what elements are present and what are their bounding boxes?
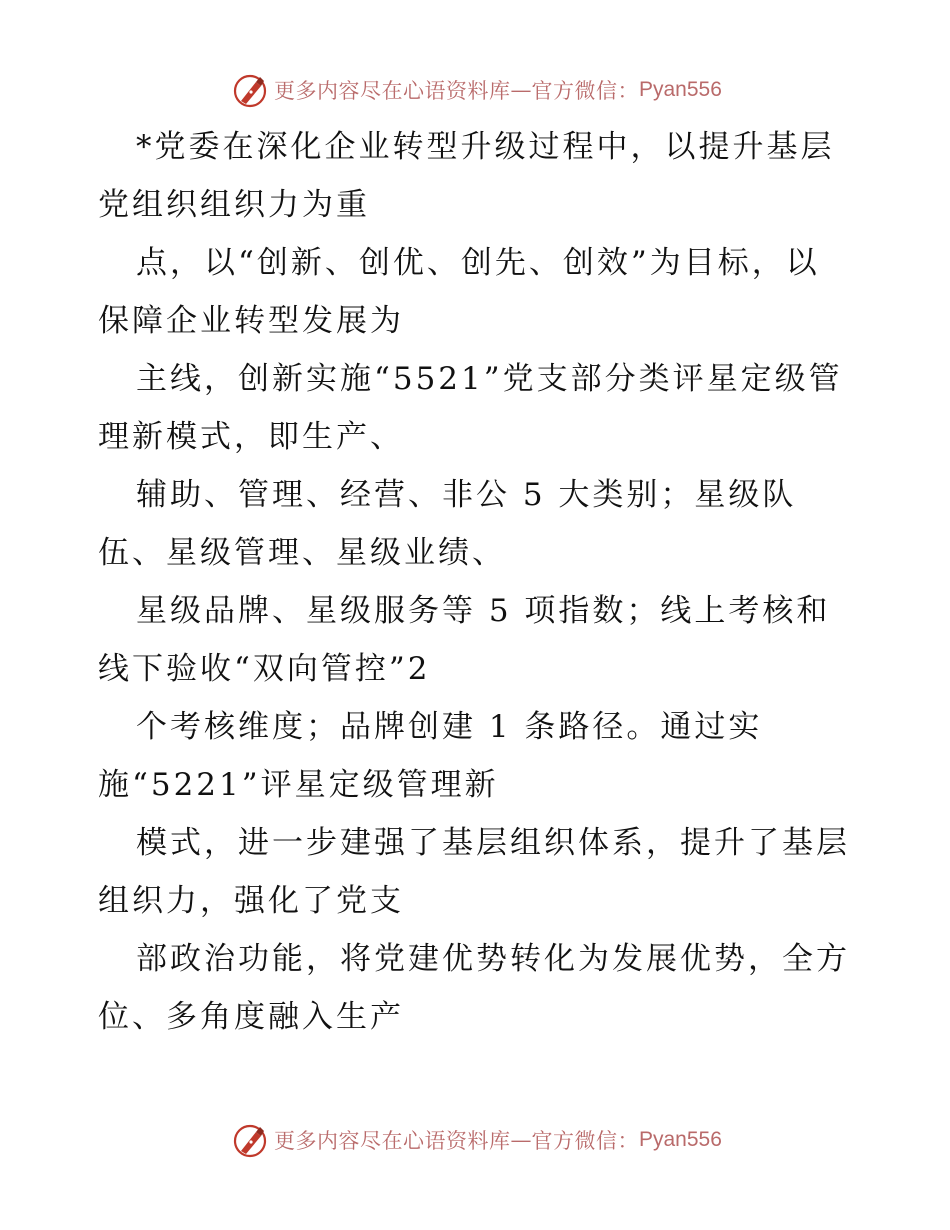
header-wechat-id: Pyan556 <box>639 78 722 101</box>
text-line: 辅助、管理、经营、非公 5 大类别；星级队 <box>136 477 797 513</box>
text-line: 星级品牌、星级服务等 5 项指数；线上考核和 <box>136 593 831 629</box>
text-line: 理新模式，即生产、 <box>98 419 404 455</box>
footer-site-text: 更多内容尽在心语资料库 <box>274 1129 511 1153</box>
footer-banner <box>230 1118 722 1162</box>
footer-wechat-label: 官方微信： <box>531 1129 639 1153</box>
text-line: 线下验收“双向管控”2 <box>98 651 431 687</box>
text-line: 保障企业转型发展为 <box>98 303 404 339</box>
footer-wechat-id: Pyan556 <box>639 1128 722 1151</box>
text-line: 组织力，强化了党支 <box>98 883 404 919</box>
text-line: *党委在深化企业转型升级过程中，以提升基层 <box>136 129 835 165</box>
header-wechat-label: 官方微信： <box>531 79 639 103</box>
header-site-text: 更多内容尽在心语资料库 <box>274 79 511 103</box>
text-line: 主线，创新实施“5521”党支部分类评星定级管 <box>136 361 843 397</box>
document-body <box>98 118 858 1046</box>
text-line: 个考核维度；品牌创建 1 条路径。通过实 <box>136 709 763 745</box>
text-line: 伍、星级管理、星级业绩、 <box>98 535 506 571</box>
text-line: 位、多角度融入生产 <box>98 999 404 1035</box>
text-line: 施“5221”评星定级管理新 <box>98 767 499 803</box>
footer-separator: — <box>510 1128 532 1152</box>
pen-nib-logo-icon <box>230 70 270 110</box>
text-line: 点，以“创新、创优、创先、创效”为目标，以 <box>136 245 820 281</box>
header-banner <box>230 68 722 112</box>
text-line: 模式，进一步建强了基层组织体系，提升了基层 <box>136 825 850 861</box>
text-line: 党组织组织力为重 <box>98 187 370 223</box>
pen-nib-logo-icon <box>230 1120 270 1160</box>
header-separator: — <box>510 78 532 102</box>
text-line: 部政治功能，将党建优势转化为发展优势，全方 <box>136 941 850 977</box>
